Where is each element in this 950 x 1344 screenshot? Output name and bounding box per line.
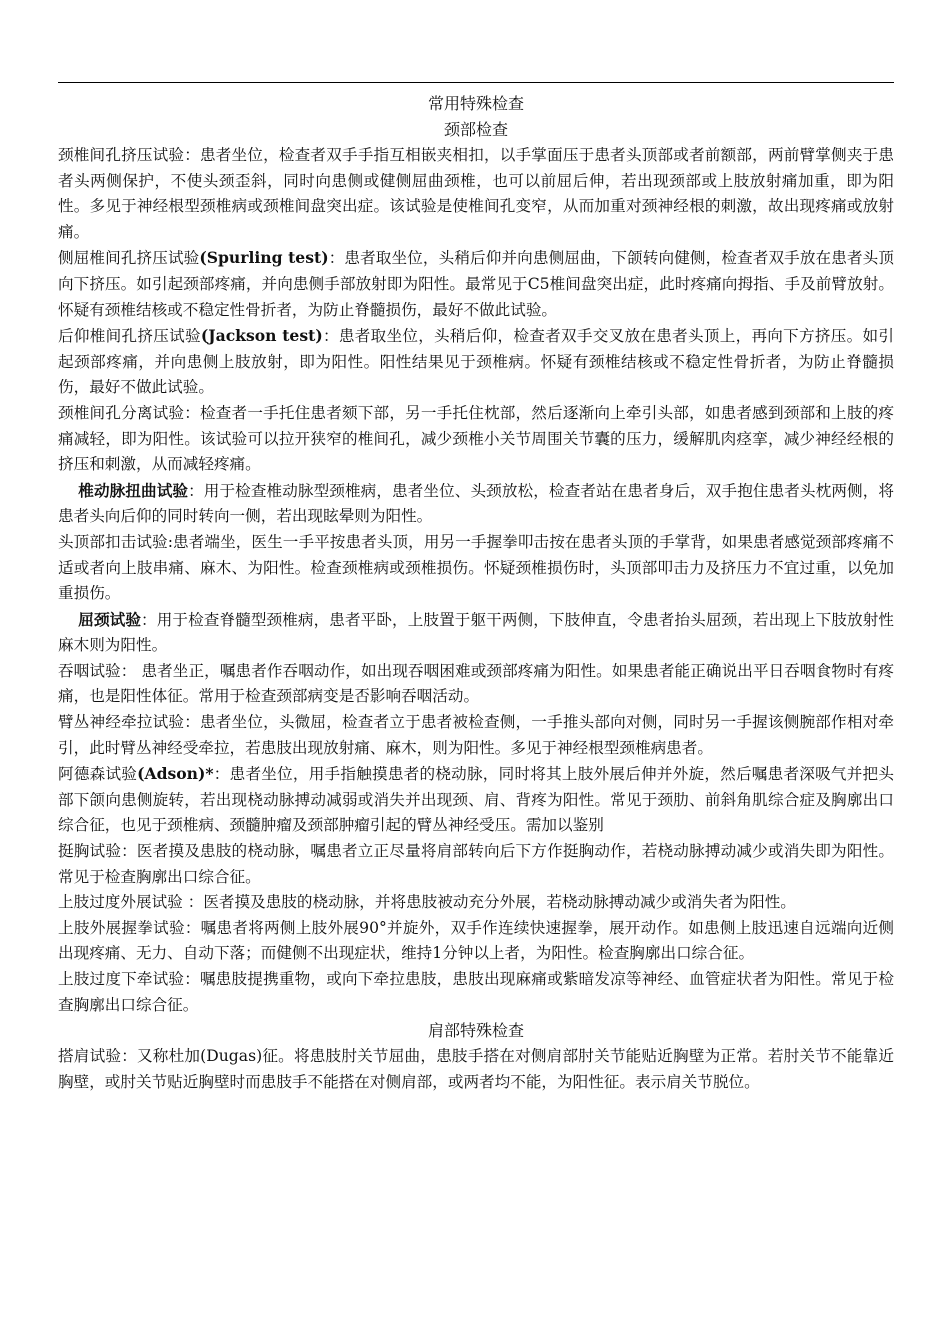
paragraph-spurling-test: [58, 245, 894, 323]
test-description: ：嘱患肢提携重物，或向下牵拉患肢，患肢出现麻痛或紫暗发凉等神经、血管症状者为阳性。常见于检查胸廓出口综合征。: [58, 970, 894, 1014]
test-name: 头顶部扣击试验: [58, 532, 168, 551]
test-name: 椎动脉扭曲试验: [78, 480, 189, 500]
test-name: 阿德森试验: [58, 765, 138, 784]
test-description: ：患者坐位，检查者双手手指互相嵌夹相扣，以手掌面压于患者头顶部或者前额部，两前臂掌侧夹于患者头两侧保护，不使头颈歪斜，同时向患侧或健侧屈曲颈椎，也可以前屈后伸，若出现颈部或上肢放射痛加重，即为阳性。多见于神经根型颈椎病或颈椎间盘突出症。该试验是使椎间孔变窄，从而加重对颈神经根的刺激，故出现疼痛或放射痛。: [58, 146, 894, 241]
test-name: 上肢外展握拳试验: [58, 918, 185, 937]
test-description: ：嘱患者将两侧上肢外展90°并旋外，双手作连续快速握拳，展开动作。如患侧上肢迅速自远端向近侧出现疼痛、无力、自动下落；而健侧不出现症状，维持1分钟以上者，为阳性。检查胸廓出口综合征。: [58, 918, 894, 963]
test-description: :患者端坐，医生一手平按患者头顶，用另一手握拳叩击按在患者头顶的手掌背，如果患者感觉颈部疼痛不适或者向上肢串痛、麻木、为阳性。检查颈椎病或颈椎损伤。怀疑颈椎损伤时，头顶部叩击力及挤压力不宜过重，以免加重损伤。: [58, 532, 894, 603]
test-name: 后仰椎间孔挤压试验: [58, 327, 201, 346]
paragraph-dugas-test: [58, 1044, 894, 1095]
test-description: ：又称杜加(Dugas)征。将患肢肘关节屈曲，患肢手搭在对侧肩部肘关节能贴近胸壁为正常。若肘关节不能靠近胸壁，或肘关节贴近胸壁时而患肢手不能搭在对侧肩部，或两者均不能，为阳性征。表示肩关节脱位。: [58, 1047, 894, 1091]
document-title: 常用特殊检查: [427, 94, 524, 113]
test-description: ：患者取坐位，头稍后仰，检查者双手交叉放在患者头顶上，再向下方挤压。如引起颈部疼痛，并向患侧上肢放射，即为阳性。阳性结果见于颈椎病。怀疑有颈椎结核或不稳定性骨折者，为防止脊髓损伤，最好不做此试验。: [58, 327, 894, 397]
section-heading-shoulder: 肩部特殊检查: [427, 1021, 524, 1041]
paragraph-jackson-test: [58, 323, 894, 401]
test-name: 上肢过度外展试验: [58, 893, 183, 912]
test-description: ：患者坐位，头微屈，检查者立于患者被检查侧，一手推头部向对侧，同时另一手握该侧腕部作相对牵引，此时臂丛神经受牵拉，若患肢出现放射痛、麻木，则为阳性。多见于神经根型颈椎病患者。: [58, 713, 894, 757]
paragraph-adson-test: [58, 761, 894, 839]
test-description: ：检查者一手托住患者颏下部，另一手托住枕部，然后逐渐向上牵引头部，如患者感到颈部和上肢的疼痛减轻，即为阳性。该试验可以拉开狭窄的椎间孔，减少颈椎小关节周围关节囊的压力，缓解肌肉痉挛，减少神经经根的挤压和刺激，从而减轻疼痛。: [58, 403, 894, 474]
paragraph-vertebral-artery-test: [58, 478, 894, 530]
test-description: ：医者摸及患肢的桡动脉，嘱患者立正尽量将肩部转向后下方作挺胸动作，若桡动脉搏动减少或消失即为阳性。常见于检查胸廓出口综合征。: [58, 842, 894, 886]
test-name: 上肢过度下牵试验: [58, 970, 185, 988]
test-english-name: (Spurling test): [199, 248, 329, 268]
test-name: 屈颈试验: [78, 609, 142, 629]
test-description: ： 患者坐正，嘱患者作吞咽动作，如出现吞咽困难或颈部疼痛为阳性。如果患者能正确说出平日吞咽食物时有疼痛，也是阳性体征。常用于检查颈部病变是否影响吞咽活动。: [58, 661, 894, 706]
test-description: ：用于检查椎动脉型颈椎病，患者坐位、头颈放松，检查者站在患者身后，双手抱住患者头枕两侧，将患者头向后仰的同时转向一侧，若出现眩晕则为阳性。: [58, 481, 894, 526]
paragraph-swallow-test: [58, 659, 894, 710]
paragraph-chest-out-test: [58, 839, 894, 890]
test-name: 吞咽试验: [58, 661, 121, 680]
paragraph-abduction-fist-test: [58, 916, 894, 967]
paragraph-head-percussion-test: [58, 530, 894, 607]
test-name: 颈椎间孔分离试验: [58, 403, 185, 422]
paragraph-neck-flexion-test: [58, 607, 894, 659]
test-description: ：医者摸及患肢的桡动脉，并将患肢被动充分外展，若桡动脉搏动减少或消失者为阳性。: [182, 893, 796, 912]
test-english-name: (Adson)*: [137, 764, 214, 784]
header-rule: [58, 82, 894, 83]
test-name: 侧屈椎间孔挤压试验: [58, 249, 200, 268]
test-description: ：患者取坐位，头稍后仰并向患侧屈曲，下颌转向健侧，检查者双手放在患者头顶向下挤压。如引起颈部疼痛，并向患侧手部放射即为阳性。最常见于C5椎间盘突出症，此时疼痛向拇指、手及前臂放射。怀疑有颈椎结核或不稳定性骨折者，为防止脊髓损伤，最好不做此试验。: [58, 249, 894, 319]
test-name: 搭肩试验: [58, 1047, 122, 1066]
paragraph-foraminal-compression: [58, 143, 894, 245]
paragraph-downward-traction-test: [58, 967, 894, 1018]
test-english-name: (Jackson test): [200, 326, 323, 346]
paragraph-brachial-plexus-test: [58, 710, 894, 761]
test-name: 挺胸试验: [58, 842, 122, 861]
document-page: [58, 82, 894, 1095]
paragraph-foraminal-distraction: [58, 401, 894, 478]
test-name: 颈椎间孔挤压试验: [58, 146, 185, 164]
test-description: ：患者坐位，用手指触摸患者的桡动脉，同时将其上肢外展后伸并外旋，然后嘱患者深吸气并把头部下颌向患侧旋转，若出现桡动脉搏动减弱或消失并出现颈、肩、背疼为阳性。常见于颈肋、前斜角肌综合症及胸廓出口综合征，也见于颈椎病、颈髓肿瘤及颈部肿瘤引起的臂丛神经受压。需加以鉴别: [58, 765, 894, 835]
paragraph-hyperabduction-test: [58, 890, 894, 916]
test-name: 臂丛神经牵拉试验: [58, 713, 185, 732]
section-heading-neck: 颈部检查: [443, 120, 508, 139]
test-description: ：用于检查脊髓型颈椎病，患者平卧，上肢置于躯干两侧，下肢伸直，令患者抬头屈颈，若出现上下肢放射性麻木则为阳性。: [58, 610, 894, 655]
